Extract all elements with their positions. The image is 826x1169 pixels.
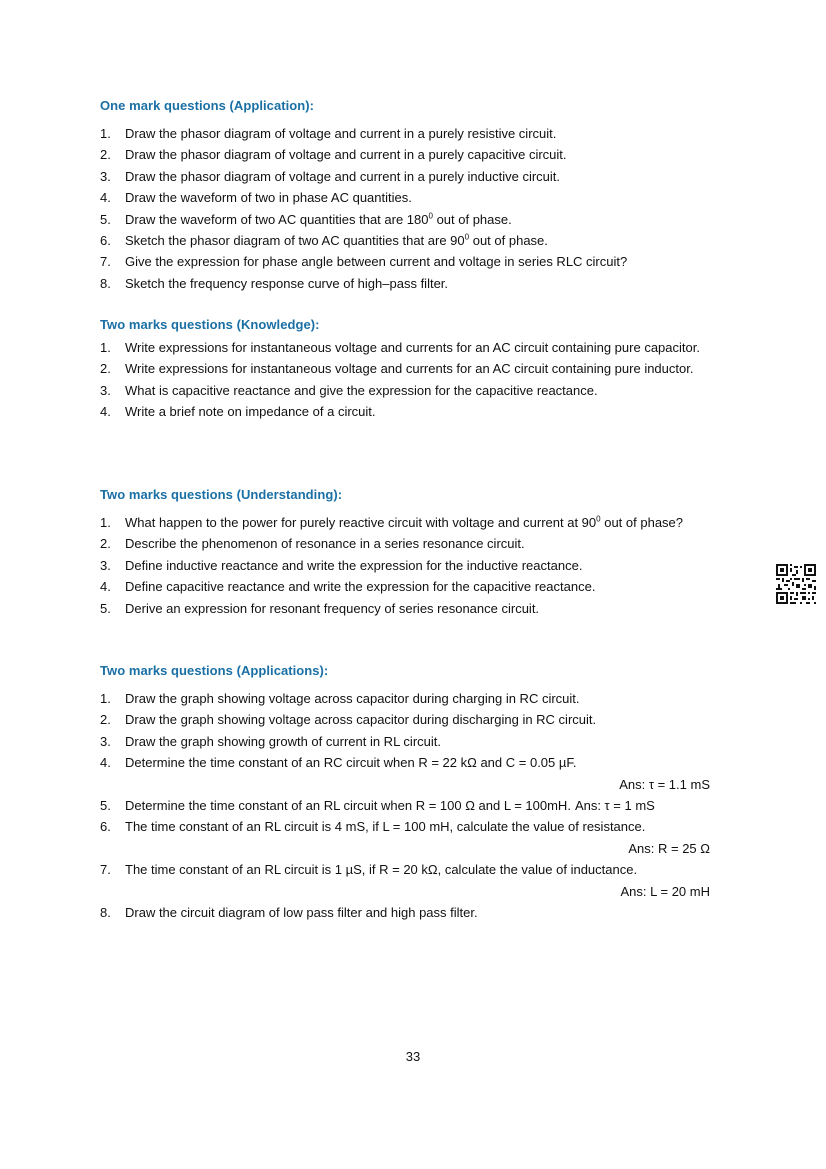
section-title-two-marks-knowledge: Two marks questions (Knowledge): [100, 317, 320, 332]
answer-text: Ans: τ = 1 mS [574, 798, 655, 814]
section-title-two-marks-applications: Two marks questions (Applications): [100, 663, 329, 678]
list-item: 1. Write expressions for instantaneous voltage and currents for an AC circuit containing pure capacitor. [100, 340, 700, 355]
list-item: 2. Describe the phenomenon of resonance in a series resonance circuit. [100, 536, 525, 552]
list-item: 1. What happen to the power for purely reactive circuit with voltage and current at $90^0$ out of phase? [100, 514, 684, 530]
list-item: 5. Draw the waveform of two AC quantities that are $180^0$ out of phase. [100, 211, 512, 227]
list-item: 3. Draw the graph showing growth of current in RL circuit. [100, 733, 441, 749]
answer-text: Ans: R = 25 Ω [628, 840, 710, 856]
question-list-two-marks-applications [100, 688, 720, 923]
list-item: 5. Derive an expression for resonant frequency of series resonance circuit. [100, 600, 540, 616]
question-list-one-mark-application [100, 123, 720, 294]
question-list-two-marks-understanding [100, 512, 720, 619]
section-title-one-mark-application: One mark questions (Application): [100, 98, 315, 113]
list-item: 1. Draw the graph showing voltage across capacitor during charging in RC circuit. [100, 691, 580, 706]
list-item: 3. What is capacitive reactance and give the expression for the capacitive reactance. [100, 382, 598, 398]
list-item: 7. The time constant of an RL circuit is 1 µS, if R = 20 kΩ, calculate the value of inductance. Ans: L = 20 mH [100, 859, 720, 902]
list-item: 4. Determine the time constant of an RC circuit when R = 22 kΩ and C = 0.05 µF. Ans: τ = 1.1 mS [100, 752, 720, 795]
question-list-two-marks-knowledge [100, 337, 720, 423]
list-item: 8. Draw the circuit diagram of low pass filter and high pass filter. [100, 905, 478, 921]
list-item: 6. Sketch the phasor diagram of two AC quantities that are $90^0$ out of phase. [100, 232, 548, 249]
list-item: 2. Draw the phasor diagram of voltage and current in a purely capacitive circuit. [100, 147, 567, 163]
list-item: 6. The time constant of an RL circuit is 4 mS, if L = 100 mH, calculate the value of resistance. Ans: R = 25 Ω [100, 816, 720, 859]
list-item: 2. Write expressions for instantaneous voltage and currents for an AC circuit containing pure inductor. [100, 361, 694, 377]
list-item: 4. Write a brief note on impedance of a circuit. [100, 404, 376, 420]
list-item: 8. Sketch the frequency response curve of high–pass filter. [100, 275, 449, 291]
list-item: 4. Define capacitive reactance and write the expression for the capacitive reactance. [100, 579, 596, 595]
list-item: 7. Give the expression for phase angle between current and voltage in series RLC circuit? [100, 254, 628, 270]
list-item: 5. Determine the time constant of an RL circuit when R = 100 Ω and L = 100mH. Ans: τ = 1 mS [100, 798, 655, 814]
list-item: 4. Draw the waveform of two in phase AC quantities. [100, 190, 412, 206]
list-item: 3. Define inductive reactance and write the expression for the inductive reactance. [100, 557, 583, 573]
section-title-two-marks-understanding: Two marks questions (Understanding): [100, 487, 343, 502]
qr-code-icon [776, 564, 816, 604]
list-item: 3. Draw the phasor diagram of voltage and current in a purely inductive circuit. [100, 168, 560, 184]
answer-text: Ans: L = 20 mH [620, 883, 710, 899]
list-item: 2. Draw the graph showing voltage across capacitor during discharging in RC circuit. [100, 712, 597, 728]
answer-text: Ans: τ = 1.1 mS [619, 776, 710, 792]
list-item: 1. Draw the phasor diagram of voltage and current in a purely resistive circuit. [100, 126, 557, 141]
page-number: 33 [405, 1049, 421, 1064]
